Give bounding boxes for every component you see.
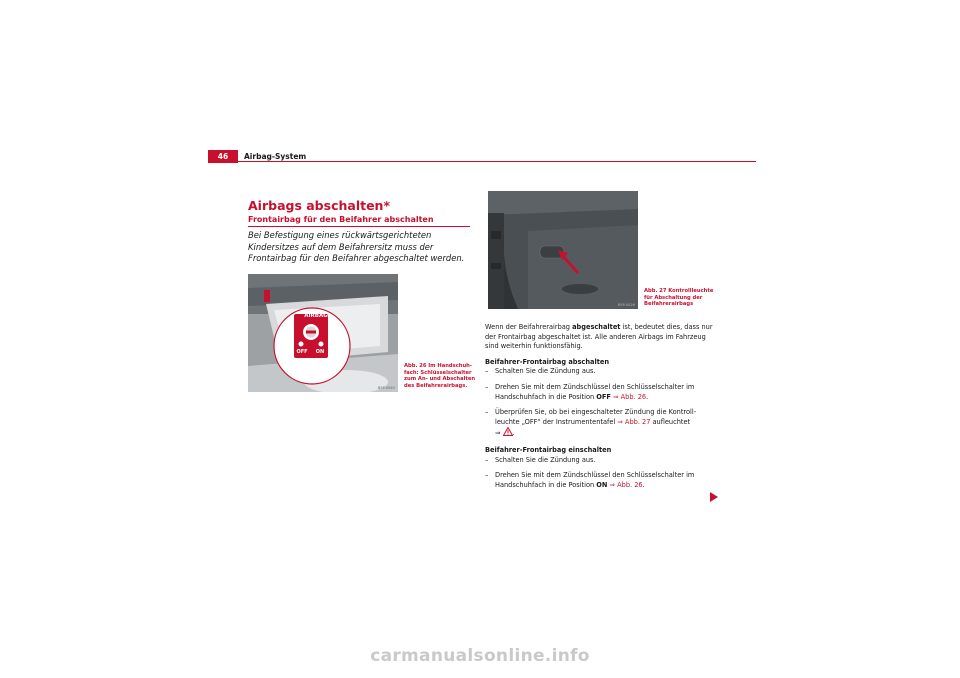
- running-head: Airbag-System: [244, 152, 307, 161]
- header-rule: [208, 161, 756, 162]
- watermark: carmanualsonline.info: [370, 646, 590, 666]
- deactivate-step-2: – Drehen Sie mit dem Zündschlüssel den Schlüsselschalter im Handschuhfach in die Position OFF ⇒ Abb. 26.: [485, 383, 717, 402]
- heading-deactivate: Beifahrer-Frontairbag abschalten: [485, 357, 610, 366]
- figure-27-code: B5P-0026: [618, 303, 635, 307]
- body-text: [485, 323, 717, 496]
- heading-activate: Beifahrer-Frontairbag einschalten: [485, 445, 612, 454]
- xref-fig-27[interactable]: ⇒ Abb. 27: [617, 417, 651, 426]
- intro-paragraph: Wenn der Beifahrerairbag abgeschaltet ist, bedeutet dies, dass nur der Frontairbag abgeschaltet ist. Alle anderen Airbags im Fahrzeug sind weiterhin funktionsfähig.: [485, 323, 713, 351]
- deactivate-step-1: – Schalten Sie die Zündung aus.: [485, 367, 717, 377]
- figure-27-caption: Abb. 27 Kontrollleuchte für Abschaltung der Beifahrerairbags: [644, 288, 714, 308]
- page-number: 46: [208, 150, 238, 163]
- lead-paragraph: Bei Befestigung eines rückwärtsgerichteten Kindersitzes auf dem Beifahrersitz muss der Frontairbag für den Beifahrer abgeschaltet werden.: [248, 230, 465, 263]
- figure-27-photo: [488, 191, 638, 309]
- continue-arrow-icon: [710, 492, 718, 502]
- section-subtitle: Frontairbag für den Beifahrer abschalten: [248, 215, 434, 224]
- off-label: OFF: [296, 349, 308, 355]
- airbag-switch-label: AIRBAG: [304, 313, 328, 319]
- activate-step-1: – Schalten Sie die Zündung aus.: [485, 456, 717, 466]
- figure-26-caption: Abb. 26 Im Handschuh- fach: Schlüsselschalter zum An- und Abschalten des Beifahrerairbags.: [404, 363, 476, 389]
- deactivate-step-3: – Überprüfen Sie, ob bei eingeschalteter Zündung die Kontrollleuchte „OFF“ der Instrumententafel ⇒ Abb. 27 aufleuchtet ⇒ .: [485, 408, 717, 440]
- section-title: Airbags abschalten*: [248, 198, 390, 213]
- figure-26-code: B5P-0063: [378, 386, 395, 390]
- figure-26-photo: [248, 274, 398, 392]
- xref-fig-26-b[interactable]: ⇒ Abb. 26: [607, 480, 643, 489]
- on-label: ON: [315, 349, 325, 355]
- activate-step-2: – Drehen Sie mit dem Zündschlüssel den Schlüsselschalter im Handschuhfach in die Position ON ⇒ Abb. 26.: [485, 471, 717, 490]
- warning-icon[interactable]: [503, 427, 513, 440]
- subtitle-rule: [248, 226, 470, 227]
- xref-fig-26[interactable]: ⇒ Abb. 26: [610, 392, 647, 401]
